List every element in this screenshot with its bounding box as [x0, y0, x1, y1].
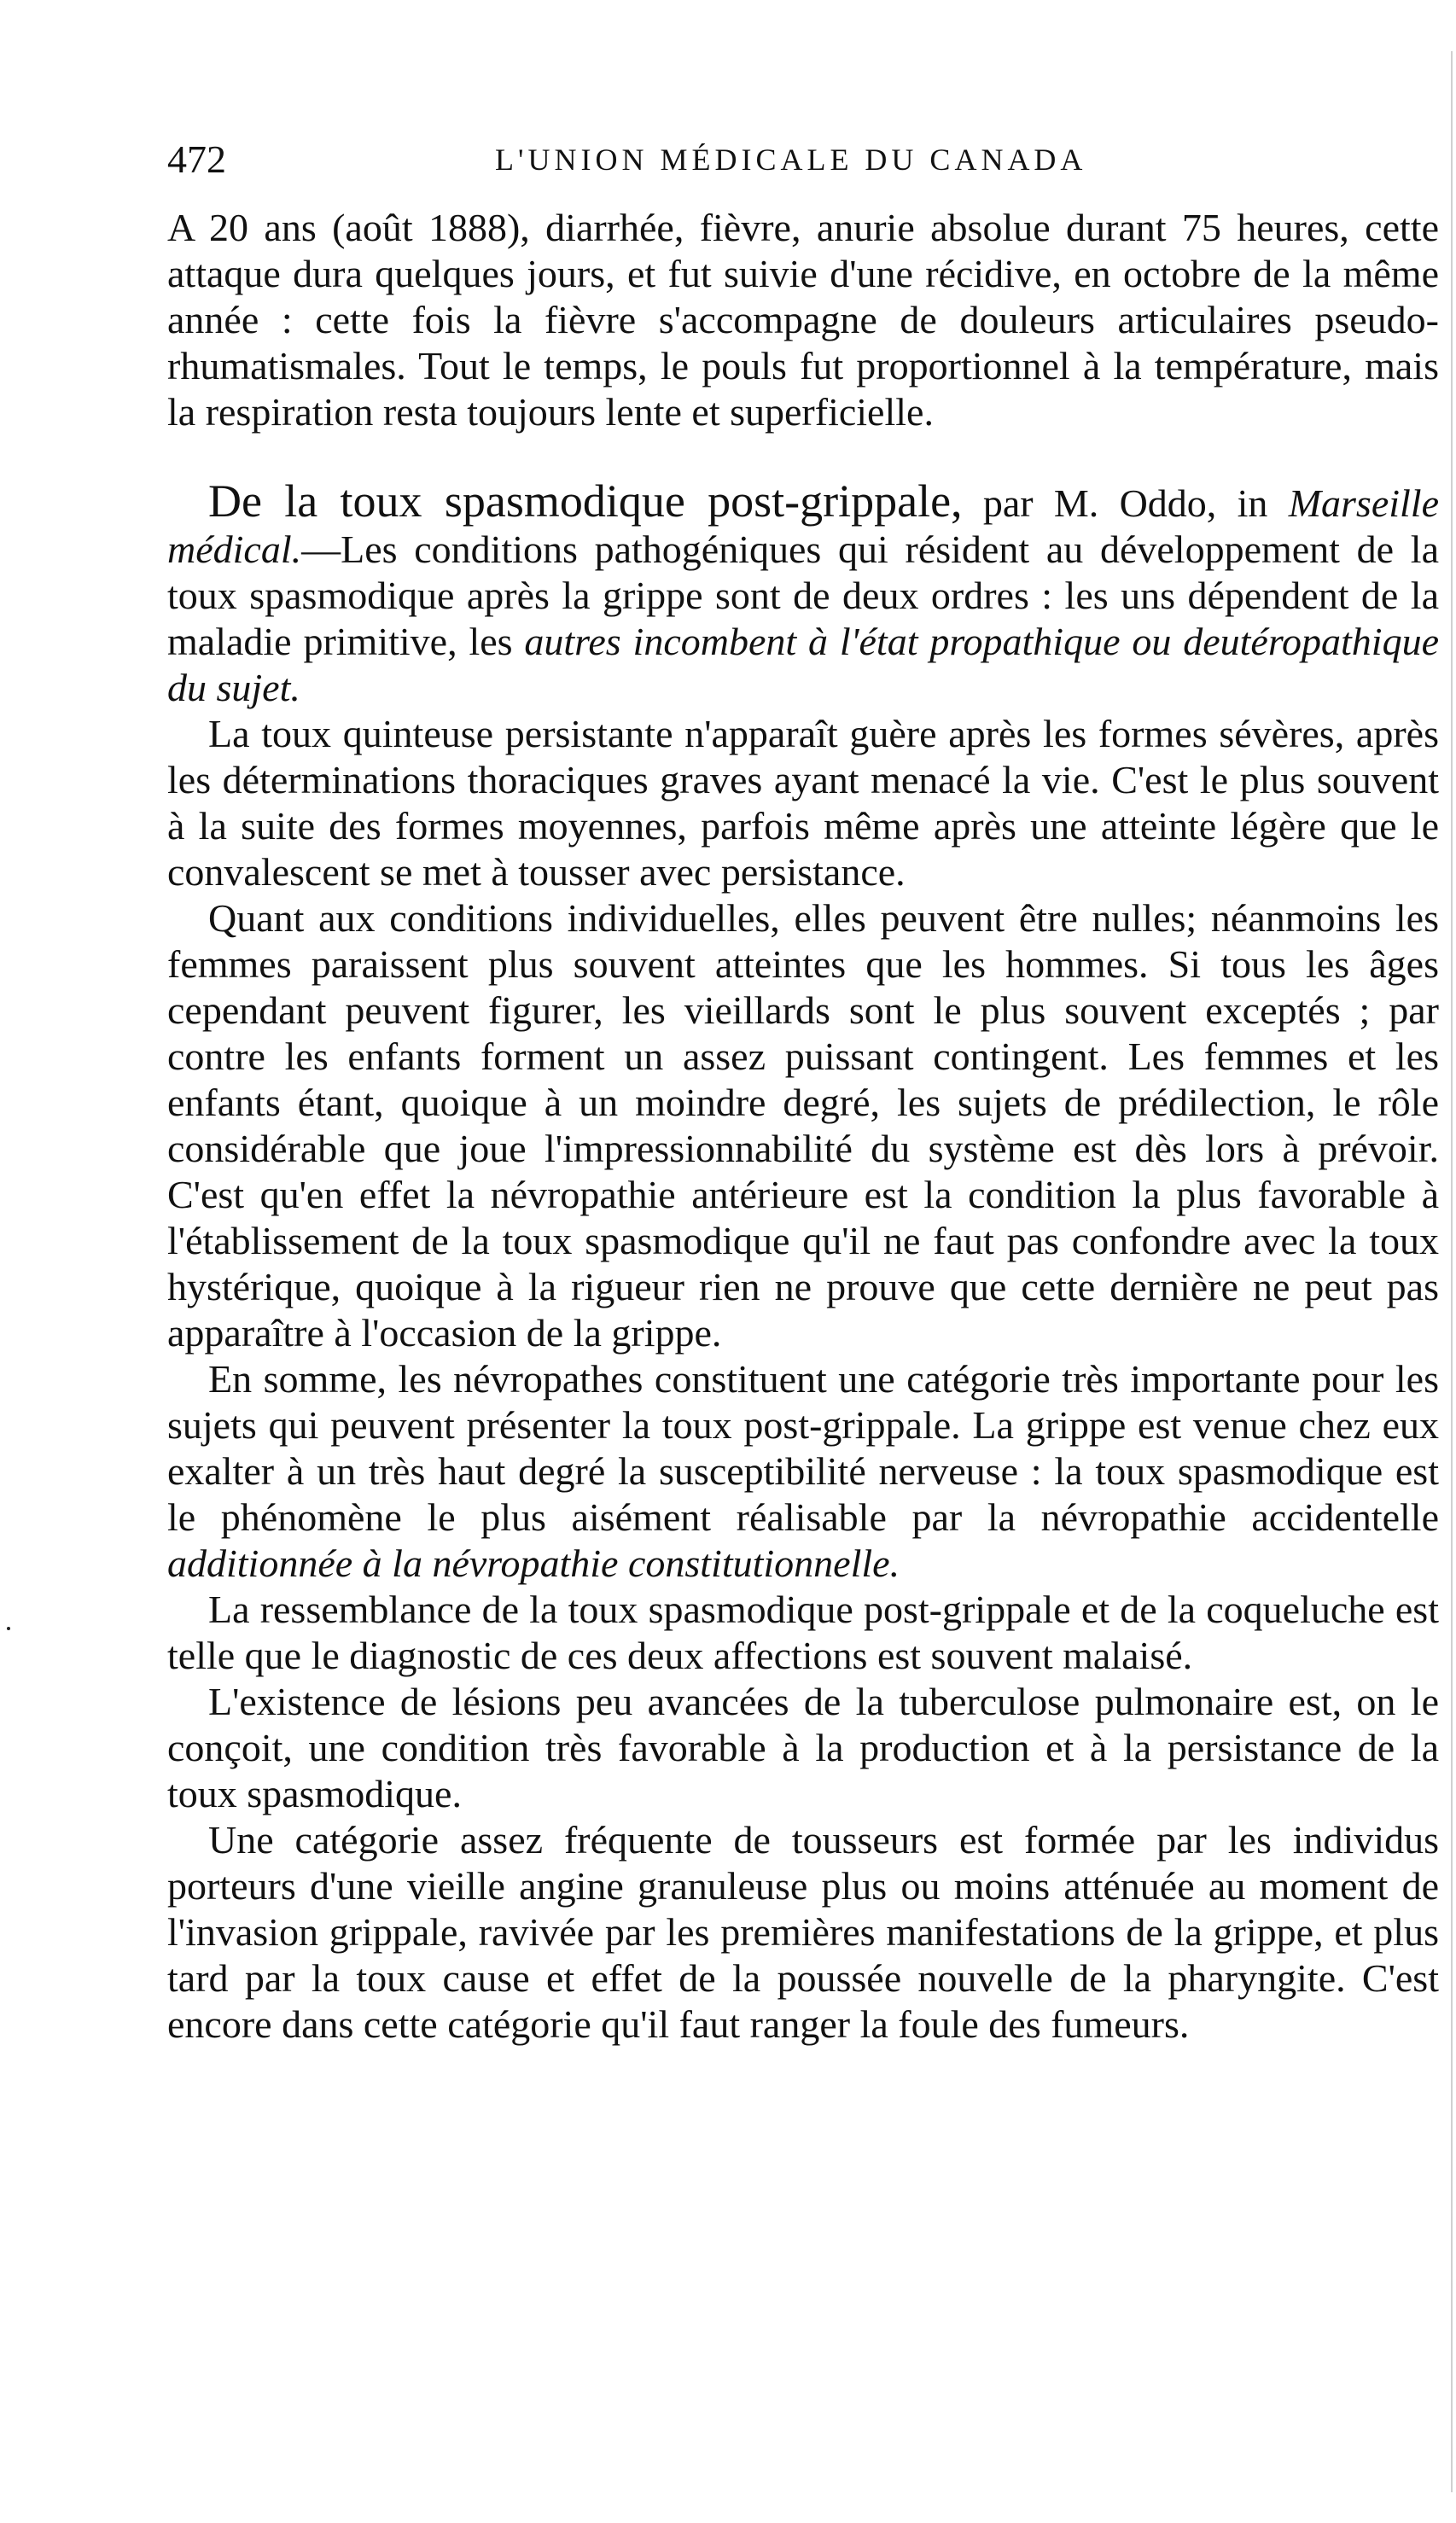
article-title: De la toux spasmodique post-grippale, — [208, 475, 963, 527]
article-journal: Marseille médical. — [167, 481, 1439, 571]
paragraph-neuropaths-text: En somme, les névropathes constituent une catégorie très importante pour les sujets qui peuvent présenter la toux post-grippale. La grippe est venue chez eux exalter à un très haut degré la susceptibilité nerveuse : la toux spasmodique est le phénomène le plus aisément réalisable par la névropathie accidentelle — [167, 1357, 1439, 1539]
paragraph-coughers: Une catégorie assez fréquente de tousseurs est formée par les individus porteurs d'une vieille angine granuleuse plus ou moins atténuée au moment de l'invasion grippale, ravivée par les premières manifestations de la grippe, et plus tard par la toux cause et effet de la poussée nouvelle de la pharyngite. C'est encore dans cette catégorie qu'il faut ranger la foule des fumeurs. — [167, 1818, 1439, 2046]
page-edge-rule — [1451, 51, 1453, 2492]
running-title: L'UNION MÉDICALE DU CANADA — [495, 143, 1087, 177]
paragraph-case-history: A 20 ans (août 1888), diarrhée, fièvre, anurie absolue durant 75 heures, cette attaque dura quelques jours, et fut suivie d'une récidive, en octobre de la même année : cette fois la fièvre s'accompagne de douleurs articulaires pseudo-rhumatismales. Tout le temps, le pouls fut proportionnel à la température, mais la respiration resta toujours lente et superficielle. — [167, 206, 1439, 434]
paragraph-whooping-cough: La ressemblance de la toux spasmodique post-grippale et de la coqueluche est telle que le diagnostic de ces deux affections est souvent malaisé. — [167, 1588, 1439, 1677]
paragraph-forms: La toux quinteuse persistante n'apparaît guère après les formes sévères, après les déterminations thoraciques graves ayant menacé la vie. C'est le plus souvent à la suite des formes moyennes, parfois même après une atteinte légère que le convalescent se met à tousser avec persistance. — [167, 712, 1439, 894]
paragraph-neuropaths-italic: additionnée à la névropathie constitutionnelle. — [167, 1541, 900, 1585]
article-author: par M. Oddo, in — [962, 481, 1289, 525]
page-number: 472 — [167, 137, 226, 181]
scan-speck — [7, 1627, 10, 1630]
paragraph-neuropaths — [167, 1356, 1439, 1587]
paragraph-tuberculosis: L'existence de lésions peu avancées de la tuberculose pulmonaire est, on le conçoit, une condition très favorable à la production et à la persistance de la toux spasmodique. — [167, 1680, 1439, 1815]
paragraph-individual-conditions: Quant aux conditions individuelles, elles peuvent être nulles; néanmoins les femmes paraissent plus souvent atteintes que les hommes. Si tous les âges cependant peuvent figurer, les vieillards sont le plus souvent exceptés ; par contre les enfants forment un assez puissant contingent. Les femmes et les enfants étant, quoique à un moindre degré, les sujets de prédilection, le rôle considérable que joue l'impressionnabilité du système est dès lors à prévoir. C'est qu'en effet la névropathie antérieure est la condition la plus favorable à l'établissement de la toux spasmodique qu'il ne faut pas confondre avec la toux hystérique, quoique à la rigueur rien ne prouve que cette dernière ne peut pas apparaître à l'occasion de la grippe. — [167, 896, 1439, 1355]
article-intro-text: —Les conditions pathogéniques qui résident au développement de la toux spasmodique après la grippe sont de deux ordres : les uns dépendent de la maladie primitive, les — [167, 527, 1439, 663]
page-header — [0, 137, 1456, 188]
article-intro-italic: autres incombent à l'état propathique ou deutéropathique du sujet. — [167, 620, 1440, 709]
page-body — [167, 205, 1439, 2048]
article-intro-paragraph — [167, 475, 1440, 711]
